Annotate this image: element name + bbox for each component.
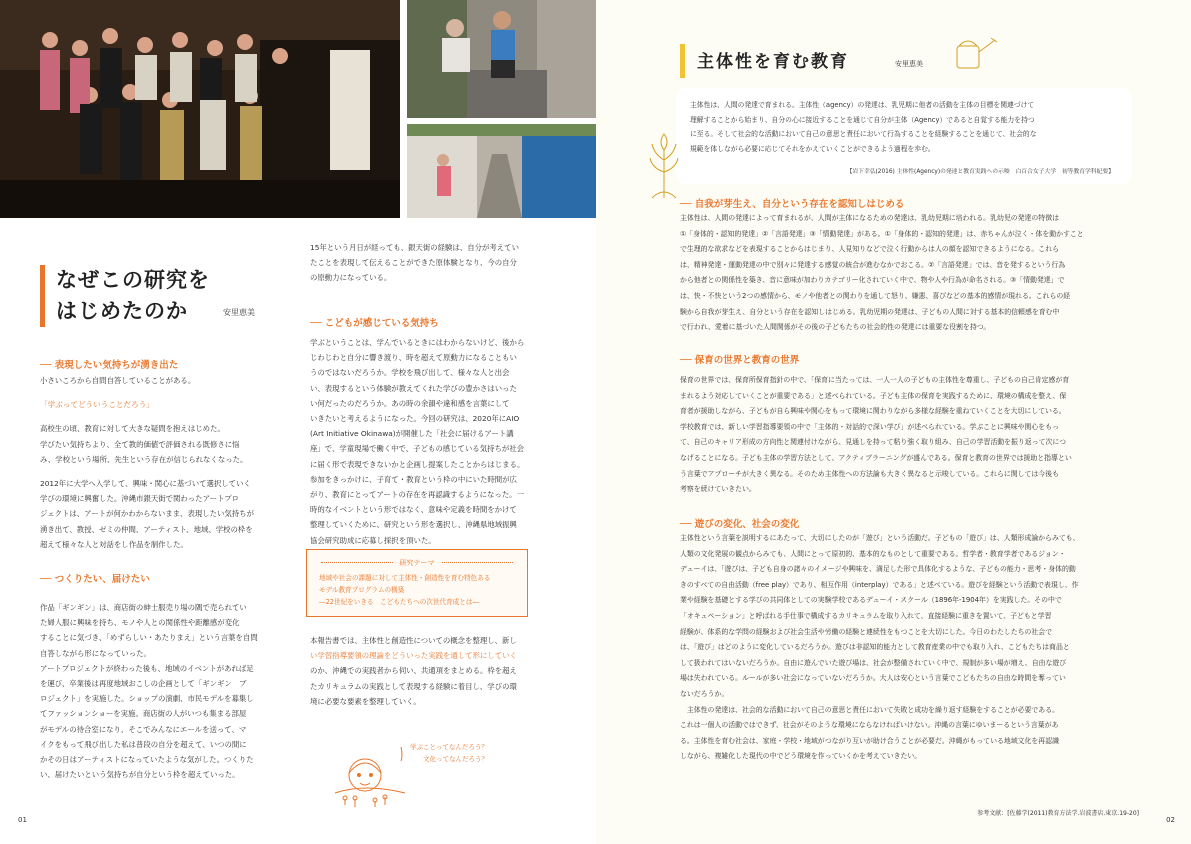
intro-source: 【岩下幸弘(2016) 主体性(Agency)の発達と教育実践への示唆 白百合女子大学 初等教育学科紀要】 xyxy=(846,169,1114,175)
left-sec2-body: 作品「ギンギン」は、商店街の紳士服売り場の隅で売られてい た婦人服に興味を持ち、モノや人との関係性や距離感が変化 することに気づき、「めずらしい・あたりまえ」という言葉を自問 自答しながら形になっていった。 アートプロジェクトが終わった後も、地域のイベントがあれば足 を運び、卒業後は再度地域おこしの企画として「ギンギン ブ ロジェクト」を実施した。ショップの演劇、市民モデルを募集し てファッションショーを実施。商店街の人がいつも集まる部屋 がモデルの待合室になり、そこでみんなにエールを送って、マ イクをもって飛び出した私は普段の自分を超えて、いつの間に かその日はアーティストになっていたような気がした。つくりた い、届けたいという気持ちが自分という枠を超えていった。 xyxy=(40,603,258,780)
right-sec1-body: 主体性は、人間の発達によって育まれるが、人間が主体になるための発達は、乳幼児期に培われる。乳幼児の発達の特徴は ①「身体的・認知的発達」②「言語発達」③「情動発達」がある。①「身体的・認知的発達」は、赤ちゃんが泣く・体を動かすこと で生理的な欲求などを表現することからはじまり、人見知りなどで泣く行動からは人の顔を認知できるようになる。これら は、精神発達・運動発達の中で別々に発達する感覚の統合が進むなかでおこる。②「言語発達」では、音を発するという行為 から他者との関係性を築き、音に意味が加わりカテゴリー化されていく中で、物や人や行為が命名される。③「情動発達」で は、快・不快という2つの感情から、モノや他者との関わりを通して怒り、嫌悪、喜びなどの基本的感情が現れる。これらの経 験から自我が芽生え、自分という存在を認知しはじめる。乳幼児期の発達は、子どもの人間に対する基本的信頼感を育む中 で行われ、愛着に基づいた人間関係がその後の子どもたちの社会的性の発達には重要な役割を持つ。 xyxy=(680,214,1084,332)
right-page-number: 02 xyxy=(1166,816,1175,824)
street-photo-1 xyxy=(407,0,596,118)
left-sec2-heading: ── つくりたい、届けたい xyxy=(40,574,150,585)
reference-note: 参考文献：[佐藤学(2011)教育方法学.岩波書店.東京.19-20] xyxy=(977,810,1139,817)
title-accent-bar xyxy=(40,265,45,327)
theme-text: 地域や社会の課題に対して主体性・創造性を育む特色ある モデル教育プログラムの構築 ―22世紀をいきる こどもたちへの次世代育成とは― xyxy=(319,574,491,606)
sketch-text-1: 学ぶことってなんだろう？ xyxy=(410,743,488,751)
left-title: なぜこの研究を はじめたのか xyxy=(56,268,210,323)
group-photo xyxy=(0,0,400,218)
child-sketch-illustration xyxy=(325,735,515,810)
right-sec2-body: 保育の世界では、保育所保育指針の中で、「保育に当たっては、一人一人の子どもの主体性を尊重し、子どもの自己肯定感が育 まれるよう対応していくことが重要である」と述べられている。子ども主体の保育を実践するために、環境の構成を整え、保 育者が援助しながら、子どもが自ら興味や関心をもって環境に関わりながら多様な経験を重ねていくことを大切にしている。 学校教育では、新しい学習指導要領の中で「主体的・対話的で深い学び」が述べられている。学ぶことに興味や関心をもっ て、自己のキャリア形成の方向性と関連付けながら、見通しを持って粘り強く取り組み、自己の学習活動を振り返って次につ なげることになる。子ども主体の学習方法として、アクティブラーニングが盛んである。保育と教育の世界では援助と指導とい う言葉でアプローチが大きく異なる。そのため主体性への方法論も大きく異なると示唆している。これらに関しては今後も 考察を続けていきたい。 xyxy=(680,376,1072,494)
right-title: 主体性を育む教育 xyxy=(697,52,849,72)
left-col2-intro: 15年という月日が経っても、銀天街の経験は、自分が考えてい たことを表現して伝えることができた原体験となり、今の自分 の原動力になっている。 xyxy=(310,243,519,283)
left-sec1-heading: ── 表現したい気持ちが湧き出た xyxy=(40,360,179,371)
right-sec1-heading: ── 自我が芽生え、自分という存在を認知しはじめる xyxy=(680,199,905,210)
sec1-lead: 小さいころから自問自答していることがある。 xyxy=(40,376,196,385)
research-theme-box xyxy=(306,549,528,617)
theme-label: 研究テーマ xyxy=(394,559,441,567)
intro-box xyxy=(676,88,1132,184)
right-page xyxy=(596,0,1191,844)
sketch-text-2: 文化ってなんだろう？ xyxy=(423,755,488,763)
plant-illustration xyxy=(646,130,682,200)
right-sec3-heading: ── 遊びの変化、社会の変化 xyxy=(680,519,800,530)
intro-text: 主体性は、人間の発達で育まれる。主体性（agency）の発達は、乳児期に他者の活動を主体の目標を関連づけて 理解することから始まり、自分の心に接近することを通じて自分が主体（Agency）であると自覚する能力を持つ に至る。そして社会的な活動において自己の意思と責任において行為することを経験することを通じて、社会的な 規範を体しながら必要に応じてそれをかえていくことができるよう過程を歩む。 xyxy=(690,101,1037,153)
right-sec3-body: 主体性という言葉を説明するにあたって、大切にしたのが「遊び」という活動だ。子どもの「遊び」は、人類形成論からみても、 人類の文化発展の観点からみても、人間にとって原初的、基本的なものとして重要である。哲学者・教育学者であるジョン・ デューイは、「遊びは、子ども自身の諸々のイメージや興味を、満足した形で具体化するような、子どもの能力・思考・身体的動 きのすべての自由活動（free play）であり、相互作用（interplay）である」と述べている。遊びを経験という活動で表現し、作 業や経験を基礎とする学びの共同体としての実験学校であるデューイ・スクール（1896年-1904年）を実践した。その中で 「オキュペーション」と呼ばれる手仕事で構成するカリキュラムを取り入れて、直接経験に重きを置いて、子どもと学習 経験が、体系的な学問の経験および社会生活や労働の経験と連続性をもつことを大切にした。今日のわたしたちの社会で は、「遊び」はどのように変化しているだろうか。遊びは非認知的能力として教育産業の中でも取り入れ、こどもたちは商品と して扱われてはいないだろうか。自由に遊んでいた遊び場は、社会が整備されていく中で、規制が多い場が増え、自由な遊び 場は失われている。ルールが多い社会になっていないだろうか。大人は安心という言葉でこどもたちの自由な時間を奪ってい ないだろうか。 主体性の発達は、社会的な活動において自己の意思と責任において失敗と成功を繰り返す経験をすることが必要である。 これは一個人の活動ではできず、社会がそのような環境にならなければいけない。沖縄の言葉にゆいまーるという言葉があ る。主体性を育む社会は、家庭・学校・地域がつながり互いが助け合うことが必要だ。沖縄がもっている地域文化を再認識 しながら、複雑化した現代の中でどう環境を作っていくかを考えていきたい。 xyxy=(680,534,1080,761)
left-author: 安里恵美 xyxy=(223,308,255,317)
street-photo-2 xyxy=(407,124,596,218)
left-page-number: 01 xyxy=(18,816,27,824)
sec1-quote: 「学ぶってどういうことだろう」 xyxy=(40,400,154,410)
left-sec3-body: 学ぶということは、学んでいるときにはわからないけど、後から じわじわと自分に響き渡り、時を超えて原動力になることもい うのではないだろうか。学校を飛び出して、様々な人と出会 い、表現するという体験が教えてくれた学びの豊かさはいった い何だったのだろうか。あの時の余韻や違和感を言葉にして いきたいと考えるようになった。今回の研究は、2020年にAIO (Art Initiative Okinawa)が開催した「社会に届けるアート講 座」で、学童現場で働く中で、子どもの感じている気持ちが社会 に届く形で表現できないかと企画し提案したことからはじまる。 参加をきっかけに、子育て・教育という枠の中にいた時間が広 がり、教育にとってアートの存在を再認識するようになった。一 時的なイベントという形ではなく、意味や定義を時間をかけて 整理していくために、研究という形を選択し、沖縄県地域振興 協会研究助成に応募し採択を頂いた。 xyxy=(310,338,525,545)
left-sec1-body: 小さいころから自問自答していることがある。 「学ぶってどういうことだろう」 高校生の頃、教育に対して大きな疑問を抱えはじめた。 学びたい気持ちより、全て教的価値で評価される既修さに悩 み、学校という場所、先生という存在が信じられなくなった。 2012年に大学へ入学して、興味・関心に基づいて選択していく 学びの環境に興奮した。沖縄市銀天街で関わったアートプロ ジェクトは、アートが何かわからないまま、表現したい気持ちが 湧き出て、教授、ゼミの仲間、アーティスト、地域、学校の枠を 超えて様々な人と対話をし作品を制作した。 xyxy=(40,373,295,552)
left-sec3-heading: ── こどもが感じている気持ち xyxy=(310,318,439,329)
right-author: 安里恵美 xyxy=(895,60,923,68)
watering-can-illustration xyxy=(951,34,1001,74)
right-sec2-heading: ── 保育の世界と教育の世界 xyxy=(680,355,800,366)
right-title-accent-bar xyxy=(680,44,685,78)
left-col2-closing: 本報告書では、主体性と創造性についての概念を整理し、新し い学習指導要領の理論をどういった実践を通して形にしていく のか、沖縄での実践者から伺い、共通項をまとめる。枠を超え たカリキュラムの実践として表現する経験に着目し、学びの環 境に必要な要素を整理していく。 xyxy=(310,636,517,706)
